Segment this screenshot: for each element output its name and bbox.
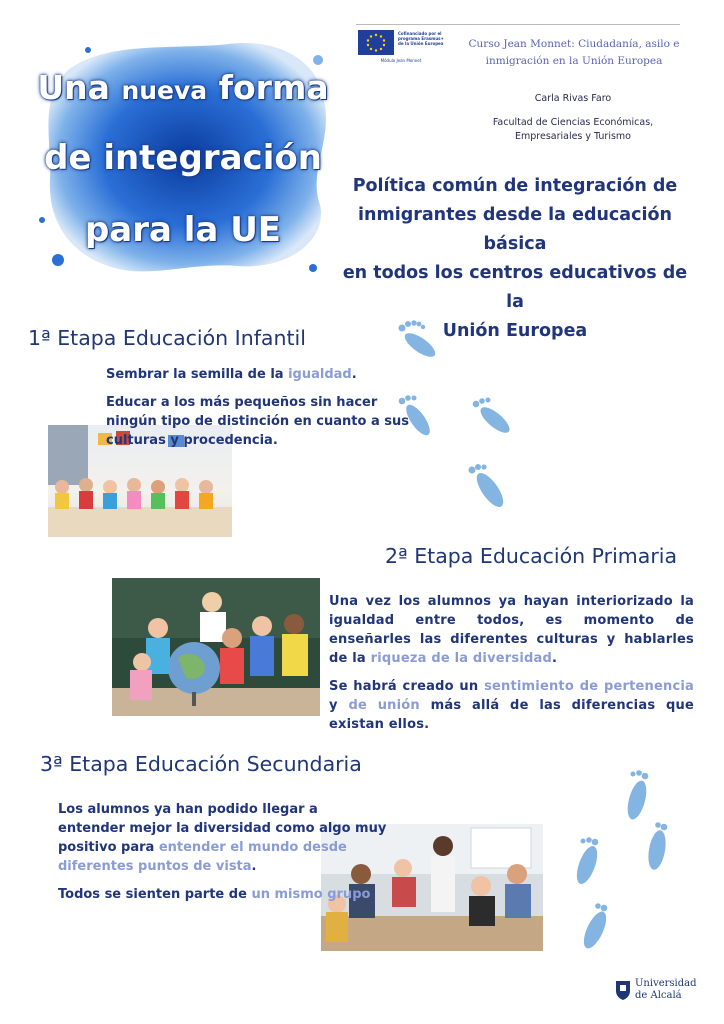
title-line-2: de integración: [44, 138, 322, 178]
eu-flag-icon: [358, 30, 394, 55]
stage2-p2-text: Se habrá creado un: [329, 679, 485, 694]
footprint-icon: [579, 903, 610, 951]
title-word-una: Una: [37, 68, 110, 107]
university-name-line-2: de Alcalá: [635, 990, 682, 1001]
stage2-p1-text: Una vez los alumnos ya hayan interiorizado la igualdad entre todos, es momento de enseñarles las diferentes culturas y hablarles de la: [329, 594, 694, 666]
title-word-nueva: nueva: [121, 76, 208, 105]
footprint-icon: [469, 464, 509, 511]
footprints-lower: [565, 760, 675, 960]
stage2-p2-highlight-1: sentimiento de pertenencia: [484, 679, 694, 694]
stage2-paragraph-2: [329, 677, 694, 734]
footprint-icon: [624, 770, 650, 821]
title-line-1: [28, 68, 338, 107]
author-name: Carla Rivas Faro: [534, 93, 612, 104]
stage2-p2-mid: y: [329, 698, 349, 713]
stage3-text: [58, 800, 388, 904]
eu-logo-subtext: Módulo Jean Monnet: [380, 58, 422, 63]
stage1-p1-end: .: [351, 367, 357, 382]
stage3-paragraph-2: [58, 885, 388, 904]
stage3-heading: 3ª Etapa Educación Secundaria: [40, 752, 362, 776]
university-logo: [614, 978, 697, 1004]
stage2-p1-highlight: riqueza de la diversidad: [370, 651, 552, 666]
policy-line-4: Unión Europea: [442, 321, 588, 341]
stage1-p1-text: Sembrar la semilla de la: [106, 367, 289, 382]
eu-logo-text: Cofinanciado por el programa Erasmus+ de la Unión Europea: [398, 31, 444, 46]
stage2-paragraph-1: [329, 592, 694, 668]
university-crest-icon: [614, 979, 632, 1001]
faculty-line-2: Empresariales y Turismo: [514, 131, 631, 142]
university-name: [635, 978, 697, 1002]
stage1-heading: 1ª Etapa Educación Infantil: [28, 326, 306, 350]
stage3-p1-text: Los alumnos ya han podido llegar a entender mejor la diversidad como algo muy positivo para: [58, 802, 387, 855]
footprint-icon: [399, 320, 439, 361]
stage3-p1-end: .: [251, 859, 257, 874]
title-line-3: para la UE: [84, 210, 282, 250]
stage2-text: [329, 592, 694, 734]
stage3-paragraph-1: [58, 800, 388, 876]
stage2-heading: 2ª Etapa Educación Primaria: [385, 544, 678, 568]
stage1-paragraph-2: Educar a los más pequeños sin hacer ningún tipo de distinción en cuanto a sus culturas y procedencia.: [106, 395, 409, 448]
title-word-forma: forma: [218, 68, 329, 107]
stage2-p2-highlight-2: de unión: [348, 698, 420, 713]
header-divider: [356, 24, 680, 25]
stage2-p1-end: .: [551, 651, 558, 666]
title-splash: [28, 30, 338, 285]
course-title: Curso Jean Monnet: Ciudadanía, asilo e inmigración en la Unión Europea: [468, 38, 680, 67]
footprint-icon: [646, 822, 669, 871]
stage3-p1-highlight: entender el mundo desde diferentes puntos de vista: [58, 840, 347, 874]
stage2-p2-end: más allá de las diferencias que existan ellos.: [329, 698, 694, 732]
stage1-paragraph-1: [106, 365, 416, 384]
eu-logo: [356, 26, 446, 72]
policy-line-1: Política común de integración de: [352, 176, 678, 196]
footprint-icon: [573, 837, 602, 886]
policy-line-2: inmigrantes desde la educación básica: [358, 205, 672, 254]
university-name-line-1: Universidad: [635, 978, 697, 989]
stage2-photo: [112, 578, 320, 716]
stage1-text: [106, 365, 416, 450]
footprint-icon: [473, 398, 514, 437]
stage3-p2-text: Todos se sienten parte de: [58, 887, 252, 902]
stage3-p2-highlight: un mismo grupo: [251, 887, 371, 902]
faculty-line-1: Facultad de Ciencias Económicas,: [492, 117, 654, 128]
policy-line-3: en todos los centros educativos de la: [342, 263, 688, 312]
stage1-p1-highlight: igualdad: [288, 367, 352, 382]
faculty: [468, 116, 678, 144]
